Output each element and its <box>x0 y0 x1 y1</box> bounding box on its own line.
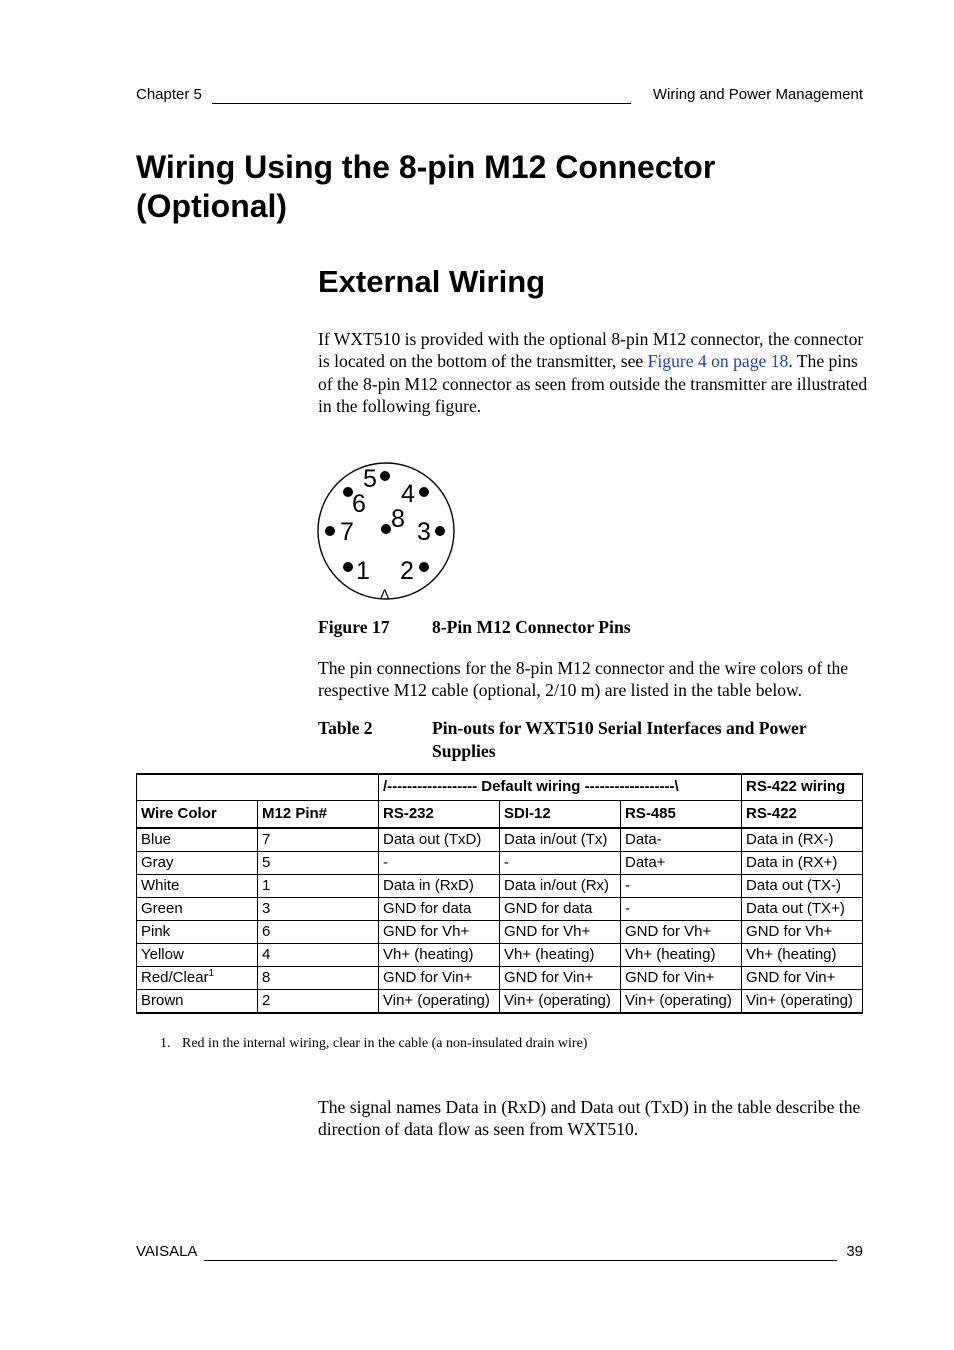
cell-rs232: Data in (RxD) <box>379 875 500 898</box>
pin-dot-5 <box>380 471 390 481</box>
cell-rs422: Data in (RX+) <box>742 852 863 875</box>
cell-sdi12: GND for data <box>500 898 621 921</box>
pin-label-6: 6 <box>352 490 366 518</box>
cell-rs485: Vh+ (heating) <box>621 944 742 967</box>
section-label: Wiring and Power Management <box>647 86 863 103</box>
intro-paragraph <box>318 328 868 417</box>
cell-wire-color: Gray <box>137 852 258 875</box>
pin-label-8: 8 <box>391 505 405 533</box>
pin-label-5: 5 <box>363 465 377 493</box>
cell-rs485: - <box>621 898 742 921</box>
cell-pin: 3 <box>258 898 379 921</box>
table-row <box>137 921 863 944</box>
col-header-rs422: RS-422 <box>742 801 863 829</box>
cell-rs232: - <box>379 852 500 875</box>
cell-pin: 2 <box>258 990 379 1014</box>
cell-pin: 7 <box>258 828 379 852</box>
group-header-rs422: RS-422 wiring <box>742 774 863 801</box>
intro-text-end: . The pins of the 8-pin M12 connector as seen from outside the transmitter are illustrated in the following figure. <box>318 351 868 416</box>
cell-rs422: GND for Vh+ <box>742 921 863 944</box>
cell-rs422: GND for Vin+ <box>742 967 863 990</box>
cell-sdi12: Data in/out (Rx) <box>500 875 621 898</box>
cell-rs232: Data out (TxD) <box>379 828 500 852</box>
company-label: VAISALA <box>136 1243 201 1260</box>
figure-link[interactable]: Figure 4 on page 18 <box>647 351 789 372</box>
pin-dot-7 <box>325 526 335 536</box>
cell-rs485: Data- <box>621 828 742 852</box>
cell-rs232: Vh+ (heating) <box>379 944 500 967</box>
cell-sdi12: Vh+ (heating) <box>500 944 621 967</box>
cell-rs232: GND for data <box>379 898 500 921</box>
table-group-header <box>137 774 863 801</box>
closing-paragraph: The signal names Data in (RxD) and Data out (TxD) in the table describe the direction of data flow as seen from WXT510. <box>318 1097 861 1140</box>
cell-wire-color: Yellow <box>137 944 258 967</box>
running-header <box>136 86 863 108</box>
table-row <box>137 944 863 967</box>
table-caption-text: Pin-outs for WXT510 Serial Interfaces and Power Supplies <box>432 718 807 761</box>
m12-connector-diagram <box>316 462 458 600</box>
pinout-table <box>136 773 863 1014</box>
cell-rs422: Vh+ (heating) <box>742 944 863 967</box>
cell-pin: 4 <box>258 944 379 967</box>
page-number: 39 <box>840 1243 863 1260</box>
cell-wire-color <box>137 967 258 990</box>
cell-sdi12: GND for Vh+ <box>500 921 621 944</box>
pin-label-2: 2 <box>400 557 414 585</box>
table-row <box>137 898 863 921</box>
figure-caption-label: Figure 17 <box>318 617 390 637</box>
cell-rs422: Data out (TX-) <box>742 875 863 898</box>
section-title: External Wiring <box>318 264 546 299</box>
table-row <box>137 828 863 852</box>
figure-caption-text: 8-Pin M12 Connector Pins <box>432 617 631 637</box>
cell-pin: 1 <box>258 875 379 898</box>
pin-dot-8 <box>381 524 391 534</box>
chapter-label: Chapter 5 <box>136 86 208 103</box>
connector-figure <box>316 462 458 600</box>
cell-wire-color: Blue <box>137 828 258 852</box>
cell-wire-color: White <box>137 875 258 898</box>
cell-rs485: Data+ <box>621 852 742 875</box>
pin-dot-3 <box>435 526 445 536</box>
cell-rs485: GND for Vin+ <box>621 967 742 990</box>
cell-rs422: Data in (RX-) <box>742 828 863 852</box>
cell-sdi12: GND for Vin+ <box>500 967 621 990</box>
col-header-wire-color: Wire Color <box>137 801 258 829</box>
pin-dot-1 <box>343 562 353 572</box>
wire-color-text: Red/Clear <box>141 969 209 986</box>
cell-pin: 8 <box>258 967 379 990</box>
table-row <box>137 990 863 1014</box>
cell-rs422: Data out (TX+) <box>742 898 863 921</box>
header-rule <box>212 103 631 104</box>
pin-label-1: 1 <box>356 557 370 585</box>
pin-label-3: 3 <box>417 518 431 546</box>
pin-label-4: 4 <box>401 480 415 508</box>
footnote-ref: 1 <box>208 968 215 979</box>
table-caption-label: Table 2 <box>318 718 373 738</box>
table-row <box>137 875 863 898</box>
intro-text-start: If WXT510 is provided with the optional 8-pin M12 connector, the connector is located on the bottom of the transmitter, see <box>318 329 864 372</box>
cell-wire-color: Green <box>137 898 258 921</box>
cell-wire-color: Pink <box>137 921 258 944</box>
table-row <box>137 967 863 990</box>
footnote-number: 1. <box>160 1036 171 1051</box>
cell-sdi12: Data in/out (Tx) <box>500 828 621 852</box>
cell-rs232: GND for Vin+ <box>379 967 500 990</box>
col-header-rs232: RS-232 <box>379 801 500 829</box>
table-row <box>137 852 863 875</box>
footnote-text: Red in the internal wiring, clear in the cable (a non-insulated drain wire) <box>182 1036 588 1051</box>
table-column-header <box>137 801 863 829</box>
cell-rs485: - <box>621 875 742 898</box>
running-footer <box>136 1243 863 1265</box>
cell-rs422: Vin+ (operating) <box>742 990 863 1014</box>
group-header-blank <box>137 774 379 801</box>
cell-rs485: GND for Vh+ <box>621 921 742 944</box>
pin-dot-2 <box>419 562 429 572</box>
footer-rule <box>204 1260 837 1261</box>
key-mark: Λ <box>380 586 390 600</box>
pin-paragraph: The pin connections for the 8-pin M12 connector and the wire colors of the respective M12 cable (optional, 2/10 m) are listed in the table below. <box>318 658 849 701</box>
cell-sdi12: Vin+ (operating) <box>500 990 621 1014</box>
cell-rs485: Vin+ (operating) <box>621 990 742 1014</box>
col-header-sdi12: SDI-12 <box>500 801 621 829</box>
col-header-m12-pin: M12 Pin# <box>258 801 379 829</box>
group-header-default: /------------------ Default wiring ------------------\ <box>379 774 742 801</box>
pin-label-7: 7 <box>340 518 354 546</box>
cell-wire-color: Brown <box>137 990 258 1014</box>
cell-pin: 6 <box>258 921 379 944</box>
page-title: Wiring Using the 8-pin M12 Connector (Optional) <box>136 149 716 224</box>
cell-pin: 5 <box>258 852 379 875</box>
cell-rs232: Vin+ (operating) <box>379 990 500 1014</box>
cell-sdi12: - <box>500 852 621 875</box>
cell-rs232: GND for Vh+ <box>379 921 500 944</box>
col-header-rs485: RS-485 <box>621 801 742 829</box>
pin-dot-4 <box>419 487 429 497</box>
